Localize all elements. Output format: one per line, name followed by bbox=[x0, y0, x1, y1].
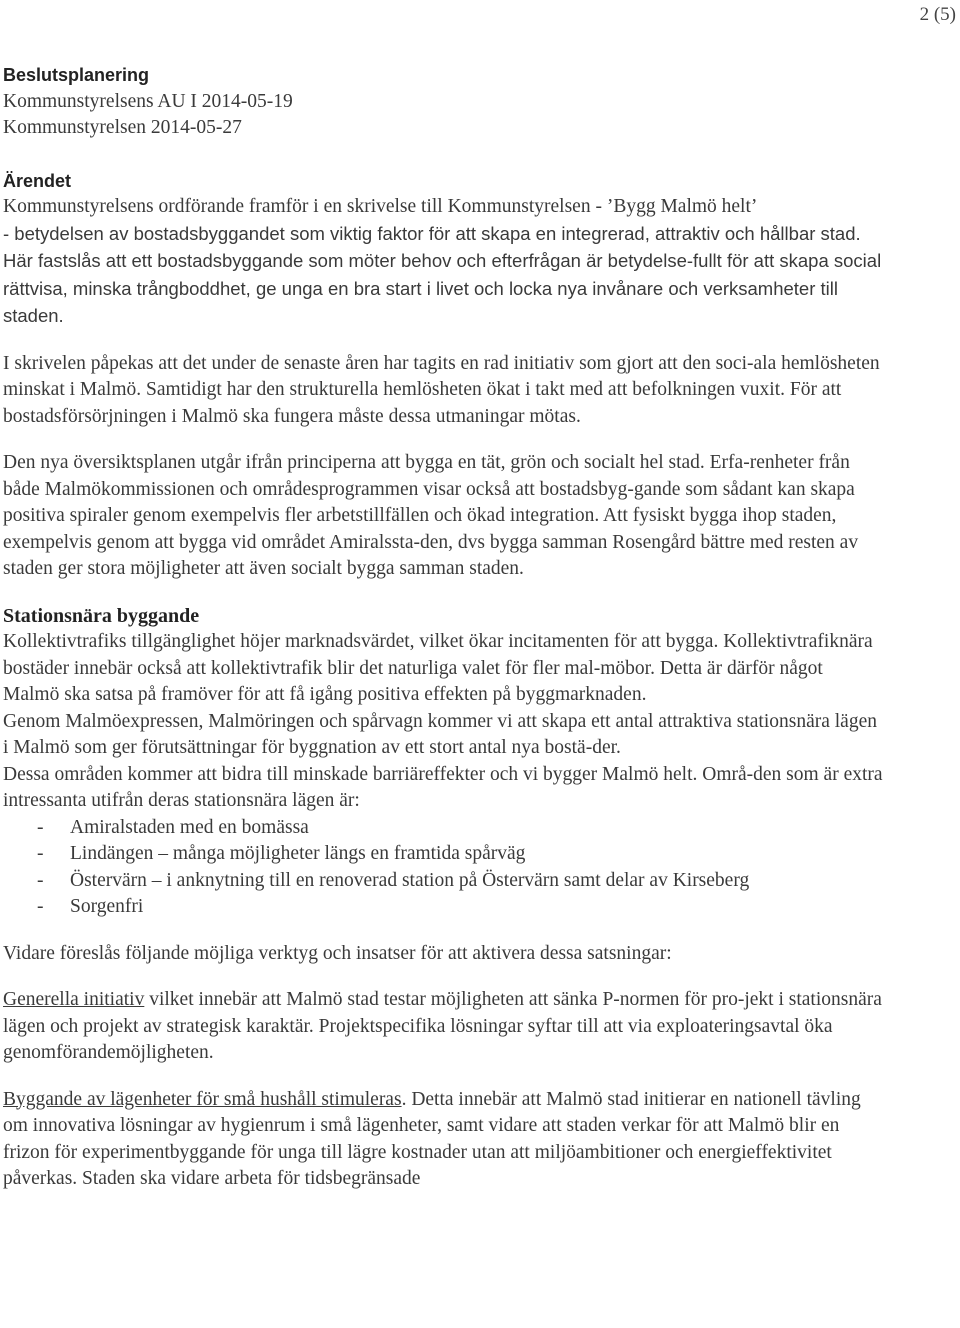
document-body bbox=[3, 62, 883, 1193]
arendet-paragraph bbox=[3, 194, 883, 331]
list-item: - Sorgenfri bbox=[3, 894, 883, 921]
list-item: - Östervärn – i anknytning till en renoverad station på Östervärn samt delar av Kirseberg bbox=[3, 868, 883, 895]
planning-line: Kommunstyrelsens AU I 2014-05-19 bbox=[3, 90, 293, 112]
stationsnara-heading: Stationsnära byggande bbox=[3, 604, 200, 627]
arendet-paragraph: Den nya översiktsplanen utgår ifrån principerna att bygga en tät, grön och socialt hel stad. Erfa-renheter från både Malmökommissionen och områdesprogrammen visar också att bostadsbyg-gande som sådant kan skapa positiva spiraler genom exempelvis fler arbetstillfällen och ökad integration. Att fysiskt bygga ihop staden, exempelvis genom att bygga vid området Amiralssta-den, dvs bygga samman Rosengård bättre med resten av staden ger stora möjligheter att även socialt bygga samman staden. bbox=[3, 452, 859, 579]
arendet-heading: Ärendet bbox=[3, 170, 72, 191]
stationsnara-paragraph: Vidare föreslås följande möjliga verktyg och insatser för att aktivera dessa satsningar: bbox=[3, 942, 672, 964]
initiative-label: Byggande av lägenheter för små hushåll stimuleras bbox=[3, 1088, 402, 1110]
stationsnara-paragraph: Kollektivtrafiks tillgänglighet höjer marknadsvärdet, vilket ökar incitamenten för att bygga. Kollektivtrafiknära bostäder innebär också att kollektivtrafik blir det naturliga valet för fler mal-möbor. Detta är därför något Malmö ska satsa på framöver för att få igång positiva effekten på byggmarknaden. bbox=[3, 631, 873, 705]
planning-heading: Beslutsplanering bbox=[3, 65, 150, 85]
stationsnara-paragraph: Dessa områden kommer att bidra till minskade barriäreffekter och vi bygger Malmö helt. Områ-den som är extra intressanta utifrån deras stationsnära lägen är: bbox=[3, 763, 883, 811]
stationsnara-paragraph: Genom Malmöexpressen, Malmöringen och spårvagn kommer vi att skapa ett antal attraktiva stationsnära lägen i Malmö som ger förutsättningar för byggnation av ett stort antal nya bostä-der. bbox=[3, 710, 877, 758]
arendet-p1-sans: - betydelsen av bostadsbyggandet som viktig faktor för att skapa en integrerad, attraktiv och hållbar stad. Här fastslås att ett bostadsbyggande som möter behov och efterfrågan är betydelse-fullt för att skapa social rättvisa, minska trångboddhet, ge unga en bra start i livet och locka nya invånare och verksamheter till staden. bbox=[3, 222, 882, 326]
planning-line: Kommunstyrelsen 2014-05-27 bbox=[3, 117, 242, 138]
initiative-paragraph bbox=[3, 1087, 883, 1193]
initiative-label: Generella initiativ bbox=[3, 989, 145, 1010]
initiative-text: vilket innebär att Malmö stad testar möjligheten att sänka P-normen för pro-jekt i stationsnära lägen och projekt av strategisk karaktär. Projektspecifika lösningar syftar till att via exploateringsavtal öka genomförandemöjligheten. bbox=[3, 989, 882, 1063]
arendet-p1-serif: Kommunstyrelsens ordförande framför i en skrivelse till Kommunstyrelsen - ’Bygg Malmö helt’ bbox=[3, 196, 758, 217]
list-item: - Lindängen – många möjligheter längs en framtida spårväg bbox=[3, 841, 883, 868]
initiative-paragraph bbox=[3, 987, 883, 1067]
page-number: 2 (5) bbox=[919, 4, 956, 25]
arendet-paragraph: I skrivelen påpekas att det under de senaste åren har tagits en rad initiativ som gjort att den soci-ala hemlösheten minskat i Malmö. Samtidigt har den strukturella hemlösheten ökat i takt med att befolkningen vuxit. För att bostadsförsörjningen i Malmö ska fungera måste dessa utmaningar mötas. bbox=[3, 352, 880, 427]
area-list bbox=[3, 815, 883, 921]
initiative-text: . Detta innebär att Malmö stad initierar en nationell tävling om innovativa lösningar av hygienrum i små lägenheter, samt vidare att staden verkar för att Malmö blir en frizon för experimentbyggande för unga till lägre kostnader utan att miljöambitioner och energieffektivitet påverkas. Staden ska vidare arbeta för tidsbegränsade bbox=[3, 1088, 861, 1189]
list-item: - Amiralstaden med en bomässa bbox=[3, 815, 883, 842]
